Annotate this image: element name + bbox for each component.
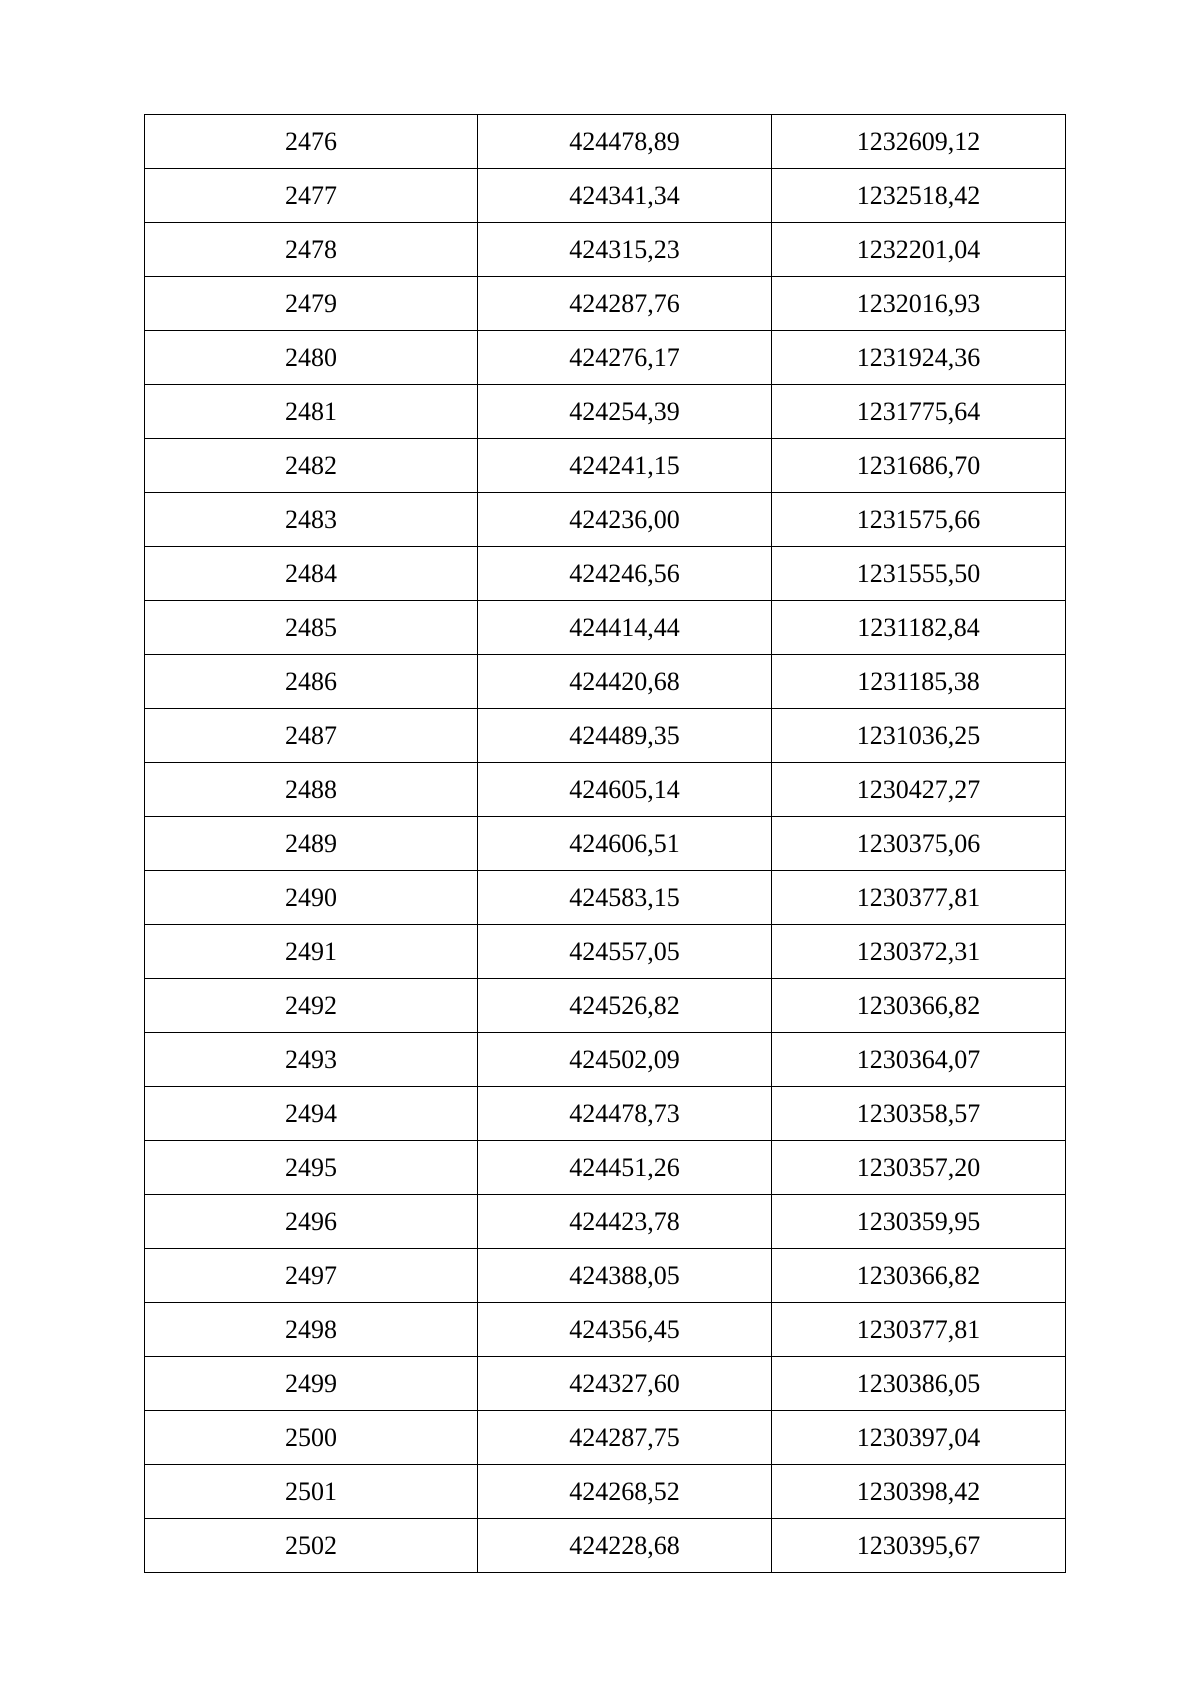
x-coordinate-cell: 424414,44: [478, 601, 772, 655]
table-row: [145, 655, 1066, 709]
y-coordinate-cell: 1231924,36: [772, 331, 1066, 385]
point-number-cell: 2486: [145, 655, 478, 709]
y-coordinate-cell: 1231775,64: [772, 385, 1066, 439]
point-number-cell: 2499: [145, 1357, 478, 1411]
point-number-cell: 2481: [145, 385, 478, 439]
table-row: [145, 169, 1066, 223]
table-row: [145, 331, 1066, 385]
point-number-cell: 2501: [145, 1465, 478, 1519]
x-coordinate-cell: 424356,45: [478, 1303, 772, 1357]
table-row: [145, 1411, 1066, 1465]
x-coordinate-cell: 424605,14: [478, 763, 772, 817]
table-row: [145, 439, 1066, 493]
y-coordinate-cell: 1231036,25: [772, 709, 1066, 763]
y-coordinate-cell: 1230386,05: [772, 1357, 1066, 1411]
x-coordinate-cell: 424327,60: [478, 1357, 772, 1411]
point-number-cell: 2493: [145, 1033, 478, 1087]
y-coordinate-cell: 1231555,50: [772, 547, 1066, 601]
point-number-cell: 2502: [145, 1519, 478, 1573]
table-row: [145, 871, 1066, 925]
table-row: [145, 925, 1066, 979]
y-coordinate-cell: 1230377,81: [772, 871, 1066, 925]
table-row: [145, 1249, 1066, 1303]
x-coordinate-cell: 424557,05: [478, 925, 772, 979]
x-coordinate-cell: 424502,09: [478, 1033, 772, 1087]
y-coordinate-cell: 1230375,06: [772, 817, 1066, 871]
y-coordinate-cell: 1230366,82: [772, 1249, 1066, 1303]
point-number-cell: 2482: [145, 439, 478, 493]
x-coordinate-cell: 424241,15: [478, 439, 772, 493]
table-row: [145, 817, 1066, 871]
y-coordinate-cell: 1232518,42: [772, 169, 1066, 223]
x-coordinate-cell: 424287,75: [478, 1411, 772, 1465]
point-number-cell: 2479: [145, 277, 478, 331]
point-number-cell: 2498: [145, 1303, 478, 1357]
table-row: [145, 1195, 1066, 1249]
point-number-cell: 2477: [145, 169, 478, 223]
y-coordinate-cell: 1230398,42: [772, 1465, 1066, 1519]
x-coordinate-cell: 424423,78: [478, 1195, 772, 1249]
y-coordinate-cell: 1231185,38: [772, 655, 1066, 709]
y-coordinate-cell: 1230366,82: [772, 979, 1066, 1033]
y-coordinate-cell: 1230358,57: [772, 1087, 1066, 1141]
y-coordinate-cell: 1230357,20: [772, 1141, 1066, 1195]
y-coordinate-cell: 1230372,31: [772, 925, 1066, 979]
point-number-cell: 2485: [145, 601, 478, 655]
table-row: [145, 979, 1066, 1033]
point-number-cell: 2490: [145, 871, 478, 925]
y-coordinate-cell: 1232201,04: [772, 223, 1066, 277]
x-coordinate-cell: 424388,05: [478, 1249, 772, 1303]
point-number-cell: 2495: [145, 1141, 478, 1195]
point-number-cell: 2494: [145, 1087, 478, 1141]
y-coordinate-cell: 1230377,81: [772, 1303, 1066, 1357]
y-coordinate-cell: 1232016,93: [772, 277, 1066, 331]
x-coordinate-cell: 424478,73: [478, 1087, 772, 1141]
point-number-cell: 2480: [145, 331, 478, 385]
x-coordinate-cell: 424287,76: [478, 277, 772, 331]
x-coordinate-cell: 424236,00: [478, 493, 772, 547]
point-number-cell: 2489: [145, 817, 478, 871]
table-row: [145, 493, 1066, 547]
point-number-cell: 2476: [145, 115, 478, 169]
y-coordinate-cell: 1230359,95: [772, 1195, 1066, 1249]
table-row: [145, 1465, 1066, 1519]
table-row: [145, 763, 1066, 817]
x-coordinate-cell: 424420,68: [478, 655, 772, 709]
x-coordinate-cell: 424228,68: [478, 1519, 772, 1573]
y-coordinate-cell: 1231686,70: [772, 439, 1066, 493]
x-coordinate-cell: 424276,17: [478, 331, 772, 385]
y-coordinate-cell: 1230364,07: [772, 1033, 1066, 1087]
point-number-cell: 2497: [145, 1249, 478, 1303]
y-coordinate-cell: 1230397,04: [772, 1411, 1066, 1465]
x-coordinate-cell: 424606,51: [478, 817, 772, 871]
x-coordinate-cell: 424451,26: [478, 1141, 772, 1195]
point-number-cell: 2483: [145, 493, 478, 547]
x-coordinate-cell: 424268,52: [478, 1465, 772, 1519]
table-row: [145, 1141, 1066, 1195]
coordinates-table-body: [145, 115, 1066, 1573]
y-coordinate-cell: 1231182,84: [772, 601, 1066, 655]
table-row: [145, 223, 1066, 277]
x-coordinate-cell: 424526,82: [478, 979, 772, 1033]
x-coordinate-cell: 424583,15: [478, 871, 772, 925]
table-row: [145, 385, 1066, 439]
table-row: [145, 709, 1066, 763]
y-coordinate-cell: 1232609,12: [772, 115, 1066, 169]
table-row: [145, 115, 1066, 169]
x-coordinate-cell: 424341,34: [478, 169, 772, 223]
x-coordinate-cell: 424489,35: [478, 709, 772, 763]
table-row: [145, 1033, 1066, 1087]
table-row: [145, 277, 1066, 331]
x-coordinate-cell: 424254,39: [478, 385, 772, 439]
point-number-cell: 2484: [145, 547, 478, 601]
x-coordinate-cell: 424478,89: [478, 115, 772, 169]
point-number-cell: 2487: [145, 709, 478, 763]
x-coordinate-cell: 424246,56: [478, 547, 772, 601]
y-coordinate-cell: 1230395,67: [772, 1519, 1066, 1573]
point-number-cell: 2488: [145, 763, 478, 817]
point-number-cell: 2478: [145, 223, 478, 277]
x-coordinate-cell: 424315,23: [478, 223, 772, 277]
point-number-cell: 2496: [145, 1195, 478, 1249]
point-number-cell: 2492: [145, 979, 478, 1033]
table-row: [145, 1519, 1066, 1573]
point-number-cell: 2500: [145, 1411, 478, 1465]
table-row: [145, 1303, 1066, 1357]
table-row: [145, 547, 1066, 601]
table-row: [145, 1357, 1066, 1411]
table-row: [145, 1087, 1066, 1141]
coordinates-table: [144, 114, 1066, 1573]
y-coordinate-cell: 1231575,66: [772, 493, 1066, 547]
table-row: [145, 601, 1066, 655]
y-coordinate-cell: 1230427,27: [772, 763, 1066, 817]
point-number-cell: 2491: [145, 925, 478, 979]
